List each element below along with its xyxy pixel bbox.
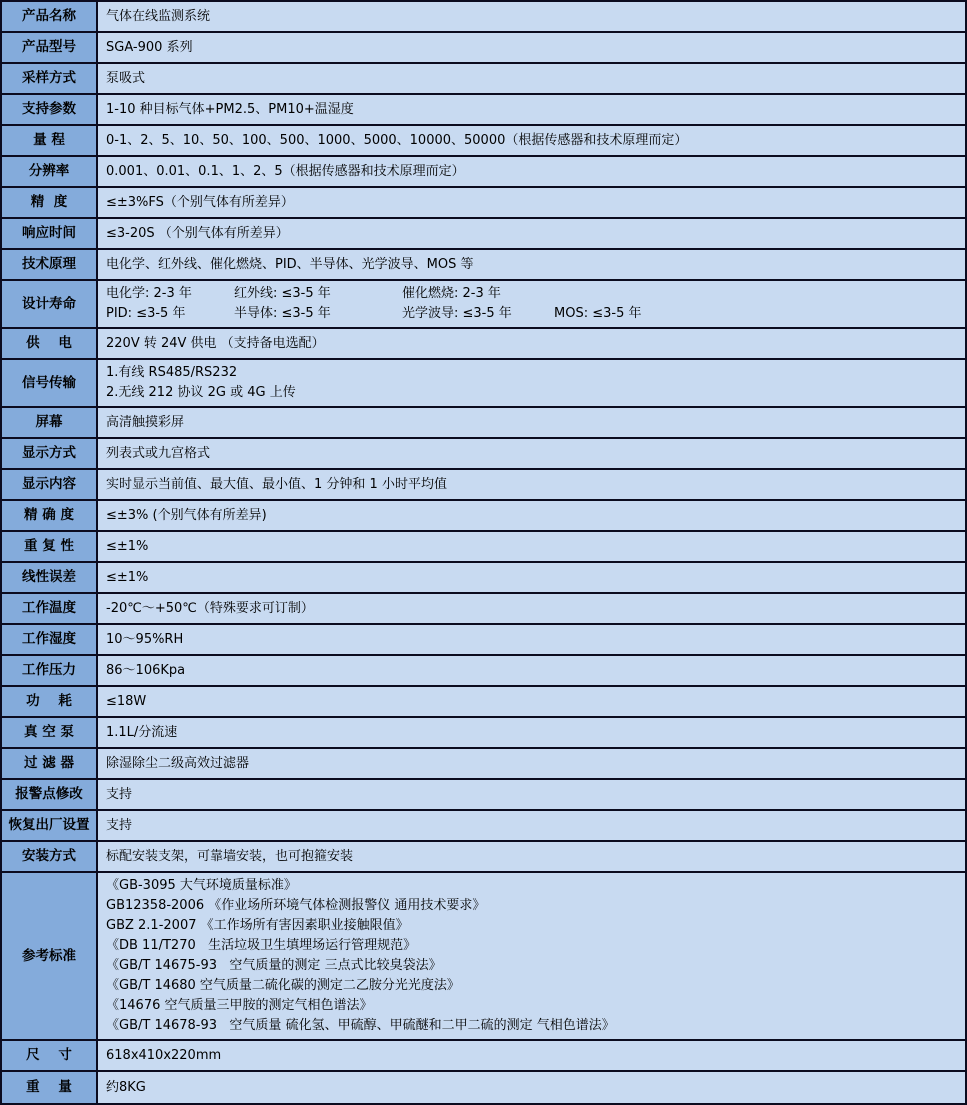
spec-label: 尺 寸 [2,1041,98,1070]
spec-value-line: ≤±3% (个别气体有所差异) [106,507,267,523]
spec-label: 支持参数 [2,95,98,124]
spec-label: 工作湿度 [2,625,98,654]
spec-value [98,64,965,93]
spec-value-line: 86～106Kpa [106,662,186,678]
spec-label: 重 量 [2,1072,98,1103]
spec-value-line: 1.有线 RS485/RS232 [106,365,238,380]
spec-value-line [106,284,957,304]
spec-row [2,1072,965,1103]
spec-value-line: 618x410x220mm [106,1047,222,1063]
spec-row [2,64,965,95]
spec-value-line: 10～95%RH [106,631,184,647]
spec-value-line: ≤18W [106,693,147,709]
spec-label: 分辨率 [2,157,98,186]
spec-value [98,656,965,685]
spec-row [2,439,965,470]
spec-row [2,250,965,281]
spec-value [98,718,965,747]
spec-value-line: 高清触摸彩屏 [106,414,185,430]
spec-value-line: 支持 [106,817,133,833]
spec-row [2,625,965,656]
spec-label: 供 电 [2,329,98,358]
spec-value-line: 电化学、红外线、催化燃烧、PID、半导体、光学波导、MOS 等 [106,256,474,272]
spec-value-line: 实时显示当前值、最大值、最小值、1 分钟和 1 小时平均值 [106,476,447,492]
spec-row [2,718,965,749]
spec-label: 响应时间 [2,219,98,248]
spec-value-segment: PID: ≤3-5 年 [106,306,186,321]
spec-value-line: ≤±1% [106,538,149,554]
spec-value-line: GBZ 2.1-2007 《工作场所有害因素职业接触限值》 [106,918,409,933]
spec-label: 功 耗 [2,687,98,716]
spec-value-line: ≤±3%FS（个别气体有所差异） [106,194,294,210]
spec-value-line: 0-1、2、5、10、50、100、500、1000、5000、10000、50000（根据传感器和技术原理而定） [106,132,688,148]
spec-label: 技术原理 [2,250,98,279]
spec-row [2,687,965,718]
spec-value-segment: 光学波导: ≤3-5 年 [402,306,512,321]
spec-value-line: 《GB-3095 大气环境质量标准》 [106,878,297,893]
spec-row [2,470,965,501]
spec-row [2,1041,965,1072]
spec-value [98,2,965,31]
spec-row [2,281,965,329]
spec-row [2,126,965,157]
spec-value [98,687,965,716]
spec-value [98,439,965,468]
spec-row [2,532,965,563]
spec-value-line: 《14676 空气质量三甲胺的测定气相色谱法》 [106,998,373,1013]
spec-label: 线性误差 [2,563,98,592]
spec-row [2,842,965,873]
spec-value-line: 《GB/T 14680 空气质量二硫化碳的测定二乙胺分光光度法》 [106,978,460,993]
spec-label: 精 确 度 [2,501,98,530]
spec-value-segment: 催化燃烧: 2-3 年 [402,286,501,301]
spec-row [2,360,965,408]
spec-value-segment: MOS: ≤3-5 年 [554,306,642,321]
spec-row [2,329,965,360]
spec-row [2,594,965,625]
spec-value-line: SGA-900 系列 [106,39,193,55]
spec-value [98,329,965,358]
spec-value-line: 泵吸式 [106,70,146,86]
spec-row [2,188,965,219]
spec-value-line: 标配安装支架，可靠墙安装，也可抱箍安装 [106,848,354,864]
spec-label: 显示方式 [2,439,98,468]
spec-value [98,157,965,186]
spec-row [2,811,965,842]
spec-row [2,2,965,33]
spec-value [98,811,965,840]
spec-value [98,470,965,499]
spec-value [98,250,965,279]
spec-row [2,408,965,439]
spec-label: 重 复 性 [2,532,98,561]
spec-value [98,95,965,124]
spec-label: 恢复出厂设置 [2,811,98,840]
spec-row [2,749,965,780]
spec-value [98,126,965,155]
spec-value [98,842,965,871]
spec-value-segment: 红外线: ≤3-5 年 [234,286,331,301]
spec-value-line: 气体在线监测系统 [106,8,211,24]
spec-value-segment: 电化学: 2-3 年 [106,286,192,301]
spec-value [98,873,965,1039]
spec-label: 量 程 [2,126,98,155]
spec-row [2,501,965,532]
spec-label: 采样方式 [2,64,98,93]
spec-value-line: ≤3-20S （个别气体有所差异） [106,225,289,241]
spec-label: 报警点修改 [2,780,98,809]
spec-value [98,780,965,809]
spec-label: 显示内容 [2,470,98,499]
spec-value [98,563,965,592]
spec-value [98,219,965,248]
spec-label: 设计寿命 [2,281,98,327]
spec-value-line [106,304,957,324]
spec-label: 参考标准 [2,873,98,1039]
spec-value-line: 《GB/T 14678-93 空气质量 硫化氢、甲硫醇、甲硫醚和二甲二硫的测定 气相色谱法》 [106,1018,615,1033]
spec-value-line: 2.无线 212 协议 2G 或 4G 上传 [106,385,296,400]
spec-row [2,219,965,250]
spec-value [98,532,965,561]
spec-value [98,360,965,406]
spec-value-line: 支持 [106,786,133,802]
spec-value [98,501,965,530]
spec-value-line: GB12358-2006 《作业场所环境气体检测报警仪 通用技术要求》 [106,898,486,913]
spec-label: 真 空 泵 [2,718,98,747]
spec-value [98,1072,965,1103]
spec-value [98,408,965,437]
spec-value [98,625,965,654]
spec-label: 产品名称 [2,2,98,31]
spec-value-line: 220V 转 24V 供电 （支持备电选配） [106,335,325,351]
spec-row [2,656,965,687]
spec-row [2,157,965,188]
spec-label: 产品型号 [2,33,98,62]
spec-value-line: 0.001、0.01、0.1、1、2、5（根据传感器和技术原理而定） [106,163,465,179]
spec-value-line: ≤±1% [106,569,149,585]
spec-value-line: 《GB/T 14675-93 空气质量的测定 三点式比较臭袋法》 [106,958,442,973]
spec-row [2,873,965,1041]
spec-value [98,188,965,217]
spec-row [2,33,965,64]
spec-row [2,563,965,594]
spec-value [98,594,965,623]
spec-row [2,780,965,811]
spec-value-line: -20℃～+50℃（特殊要求可订制） [106,600,314,616]
spec-value [98,749,965,778]
spec-label: 屏幕 [2,408,98,437]
spec-value-segment: 半导体: ≤3-5 年 [234,306,331,321]
spec-value-line: 《DB 11/T270 生活垃圾卫生填埋场运行管理规范》 [106,938,417,953]
spec-label: 安装方式 [2,842,98,871]
spec-value-line: 1-10 种目标气体+PM2.5、PM10+温湿度 [106,101,354,117]
spec-value-line: 约8KG [106,1079,146,1095]
spec-value [98,281,965,327]
spec-value-line: 列表式或九宫格式 [106,445,211,461]
spec-label: 信号传输 [2,360,98,406]
spec-row [2,95,965,126]
spec-label: 工作温度 [2,594,98,623]
spec-value [98,1041,965,1070]
spec-value-line: 1.1L/分流速 [106,724,178,740]
spec-value-line: 除湿除尘二级高效过滤器 [106,755,250,771]
spec-value [98,33,965,62]
spec-label: 工作压力 [2,656,98,685]
spec-label: 精 度 [2,188,98,217]
spec-label: 过 滤 器 [2,749,98,778]
